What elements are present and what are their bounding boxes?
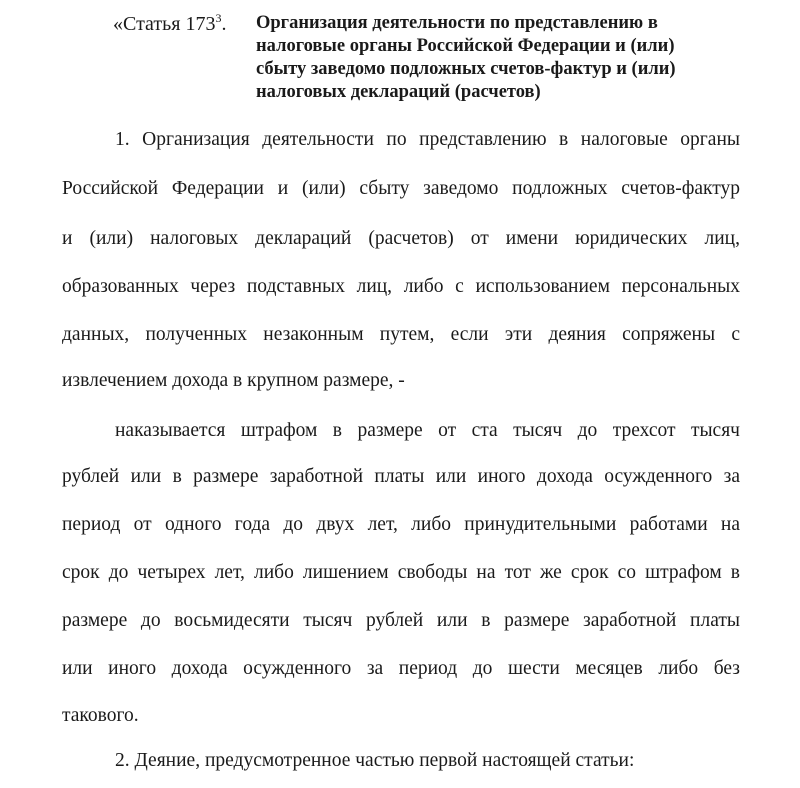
paragraph-2-line: 2. Деяние, предусмотренное частью первой настоящей статьи: bbox=[115, 750, 635, 771]
paragraph-1-line: 1. Организация деятельности по представлению в налоговые органы bbox=[115, 129, 740, 150]
penalty-line: такового. bbox=[62, 705, 139, 726]
article-title-line: налоговые органы Российской Федерации и (или) bbox=[256, 36, 675, 56]
paragraph-1-line: данных, полученных незаконным путем, если эти деяния сопряжены с bbox=[62, 324, 740, 345]
article-number bbox=[113, 12, 226, 36]
penalty-line: период от одного года до двух лет, либо принудительными работами на bbox=[62, 514, 740, 535]
paragraph-1-line: извлечением дохода в крупном размере, - bbox=[62, 370, 405, 391]
article-number-superscript: 3 bbox=[215, 11, 222, 25]
article-number-dot: . bbox=[221, 13, 227, 35]
article-number-text: «Статья 173 bbox=[113, 13, 216, 35]
paragraph-1-line: и (или) налоговых деклараций (расчетов) от имени юридических лиц, bbox=[62, 228, 740, 249]
penalty-line: размере до восьмидесяти тысяч рублей или в размере заработной платы bbox=[62, 610, 740, 631]
article-title-line: Организация деятельности по представлению в bbox=[256, 13, 658, 33]
penalty-line: рублей или в размере заработной платы или иного дохода осужденного за bbox=[62, 466, 740, 487]
article-title-line: налоговых деклараций (расчетов) bbox=[256, 82, 541, 102]
article-title bbox=[256, 12, 756, 104]
paragraph-1-line: образованных через подставных лиц, либо с использованием персональных bbox=[62, 276, 740, 297]
penalty-line: или иного дохода осужденного за период до шести месяцев либо без bbox=[62, 658, 740, 679]
article-title-line: сбыту заведомо подложных счетов-фактур и (или) bbox=[256, 59, 676, 79]
penalty-line: наказывается штрафом в размере от ста тысяч до трехсот тысяч bbox=[115, 420, 740, 441]
penalty-line: срок до четырех лет, либо лишением свободы на тот же срок со штрафом в bbox=[62, 562, 740, 583]
paragraph-1-line: Российской Федерации и (или) сбыту заведомо подложных счетов-фактур bbox=[62, 178, 740, 199]
